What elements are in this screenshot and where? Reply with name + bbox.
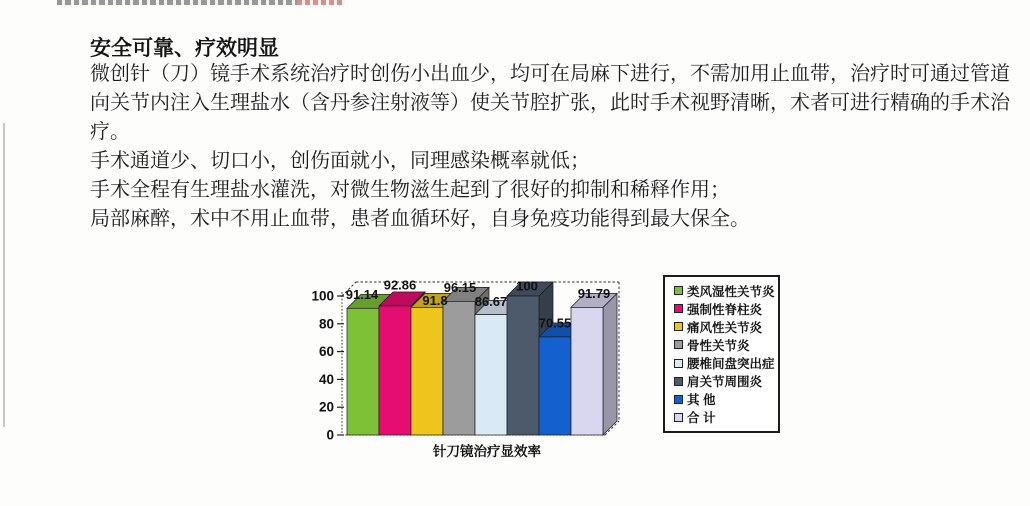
treatment-efficacy-3d-bar-chart [285, 268, 665, 473]
legend-label: 痛风性关节炎 [687, 320, 763, 335]
clipped-text-fragment-red [297, 0, 345, 5]
svg-text:100: 100 [311, 288, 334, 304]
svg-text:92.86: 92.86 [383, 277, 417, 293]
legend-swatch-icon [674, 286, 683, 295]
svg-text:60: 60 [318, 344, 334, 360]
legend-label: 其 他 [687, 393, 716, 408]
clipped-text-strip [57, 0, 345, 5]
svg-text:86.67: 86.67 [474, 294, 508, 310]
svg-text:40: 40 [318, 371, 334, 387]
svg-text:针刀镜治疗显效率: 针刀镜治疗显效率 [433, 444, 541, 459]
legend-item [674, 357, 774, 370]
svg-text:70.55: 70.55 [538, 315, 572, 331]
svg-text:0: 0 [326, 427, 334, 443]
svg-text:80: 80 [318, 316, 334, 332]
svg-text:20: 20 [318, 399, 334, 415]
legend-label: 类风湿性关节炎 [687, 284, 775, 299]
svg-text:91.8: 91.8 [422, 292, 448, 308]
legend-swatch-icon [674, 413, 683, 422]
legend-swatch-icon [674, 395, 683, 404]
legend-swatch-icon [674, 359, 683, 368]
legend-swatch-icon [674, 304, 683, 313]
section-heading: 安全可靠、疗效明显 [90, 37, 279, 60]
clipped-text-fragment [57, 0, 297, 5]
text-line: 手术通道少、切口小，创伤面就小，同理感染概率就低； [90, 150, 590, 172]
legend-swatch-icon [674, 377, 683, 386]
legend-item [674, 338, 774, 351]
legend-label: 合 计 [687, 411, 716, 426]
text-line: 向关节内注入生理盐水（含丹参注射液等）使关节腔扩张，此时手术视野清晰，术者可进行精确的手术治 [90, 92, 1010, 114]
legend-item [674, 284, 774, 297]
legend-swatch-icon [674, 340, 683, 349]
legend-item [674, 393, 774, 406]
text-line: 局部麻醉，术中不用止血带，患者血循环好，自身免疫功能得到最大保全。 [90, 208, 750, 230]
svg-text:96.15: 96.15 [443, 279, 477, 295]
legend-item [674, 375, 774, 388]
svg-text:91.14: 91.14 [345, 286, 379, 302]
text-line: 微创针（刀）镜手术系统治疗时创伤小出血少，均可在局麻下进行，不需加用止血带，治疗时可通过管道 [90, 63, 1010, 85]
legend-label: 腰椎间盘突出症 [687, 357, 775, 372]
text-line: 手术全程有生理盐水灌洗，对微生物滋生起到了很好的抑制和稀释作用； [90, 179, 730, 201]
svg-text:91.79: 91.79 [577, 285, 611, 301]
legend-swatch-icon [674, 322, 683, 331]
text-line: 疗。 [90, 121, 130, 143]
legend-label: 强制性脊柱炎 [687, 302, 763, 317]
svg-text:100: 100 [516, 278, 538, 294]
legend-item [674, 320, 774, 333]
legend-item [674, 302, 774, 315]
body-paragraph [90, 60, 1020, 234]
legend-label: 肩关节周围炎 [687, 375, 763, 390]
left-rule-line [3, 123, 5, 427]
legend-item [674, 411, 774, 424]
legend-label: 骨性关节炎 [687, 338, 750, 353]
chart-area [285, 268, 665, 473]
chart-legend [663, 275, 780, 433]
